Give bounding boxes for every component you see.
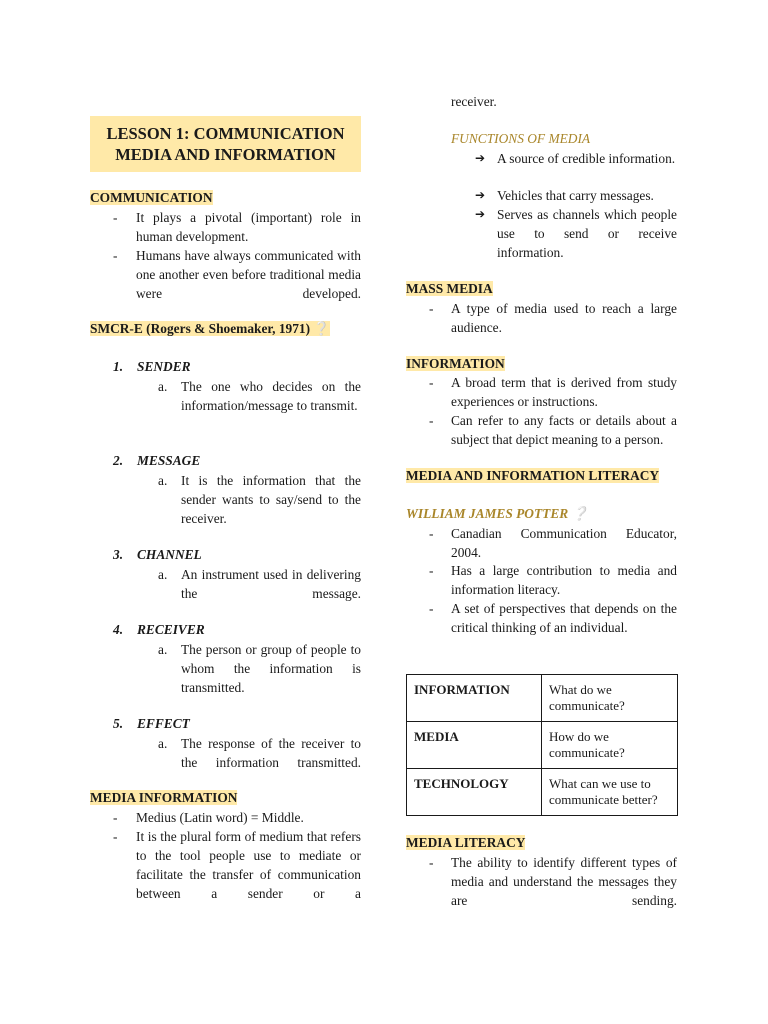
mil-table xyxy=(406,674,678,816)
media-information-bullet-1: Medius (Latin word) = Middle. xyxy=(136,810,304,825)
communication-heading xyxy=(90,189,213,207)
item-label: SENDER xyxy=(137,359,191,374)
communication-bullet-2: Humans have always communicated with one another even before traditional media were developed. xyxy=(136,248,361,301)
continued-text: receiver. xyxy=(451,94,497,109)
item-number: 4. xyxy=(113,622,124,637)
potter-bullet-3: A set of perspectives that depends on the critical thinking of an individual. xyxy=(451,601,677,635)
bullet-dash: - xyxy=(113,810,118,825)
mass-media-heading xyxy=(406,280,493,298)
media-literacy-heading-text: MEDIA LITERACY xyxy=(406,835,526,850)
item-number: 1. xyxy=(113,359,124,374)
lesson-title-line1: LESSON 1: COMMUNICATION xyxy=(106,124,345,143)
bullet-dash: - xyxy=(429,855,434,870)
media-literacy-bullet-1: The ability to identify different types of media and understand the messages they are sending. xyxy=(451,855,677,908)
bullet-dash: - xyxy=(429,601,434,616)
table-row xyxy=(407,722,678,769)
media-information-heading-text: MEDIA INFORMATION xyxy=(90,790,238,805)
media-information-heading xyxy=(90,789,237,807)
media-literacy-heading xyxy=(406,834,525,852)
item-letter: a. xyxy=(158,736,168,751)
table-key: TECHNOLOGY xyxy=(407,769,542,816)
table-key: INFORMATION xyxy=(407,675,542,722)
item-number: 5. xyxy=(113,716,124,731)
bullet-dash: - xyxy=(429,375,434,390)
functions-item-2: Vehicles that carry messages. xyxy=(497,188,654,203)
potter-bullet-1: Canadian Communication Educator, 2004. xyxy=(451,526,677,560)
lesson-title-line2: MEDIA AND INFORMATION xyxy=(115,145,336,164)
item-label: EFFECT xyxy=(137,716,190,731)
smcr-effect-text: The response of the receiver to the information transmitted. xyxy=(181,736,361,770)
arrow-icon: ➔ xyxy=(475,188,486,202)
bullet-dash: - xyxy=(113,248,118,263)
smcr-receiver-text: The person or group of people to whom the information is transmitted. xyxy=(181,642,361,695)
item-label: RECEIVER xyxy=(137,622,205,637)
item-number: 2. xyxy=(113,453,124,468)
item-number: 3. xyxy=(113,547,124,562)
item-letter: a. xyxy=(158,567,168,582)
bullet-dash: - xyxy=(113,210,118,225)
bullet-dash: - xyxy=(429,413,434,428)
smcr-item-message xyxy=(113,452,200,470)
table-value: What can we use to communicate better? xyxy=(542,769,678,816)
table-value: How do we communicate? xyxy=(542,722,678,769)
item-letter: a. xyxy=(158,379,168,394)
smcr-sender-text: The one who decides on the information/message to transmit. xyxy=(181,379,361,413)
mass-media-bullet-1: A type of media used to reach a large audience. xyxy=(451,301,677,335)
bullet-dash: - xyxy=(429,563,434,578)
table-row xyxy=(407,675,678,722)
smcr-item-effect xyxy=(113,715,190,733)
information-bullet-2: Can refer to any facts or details about a subject that depict meaning to a person. xyxy=(451,413,677,447)
mass-media-heading-text: MASS MEDIA xyxy=(406,281,493,296)
table-value: What do we communicate? xyxy=(542,675,678,722)
item-label: CHANNEL xyxy=(137,547,202,562)
item-letter: a. xyxy=(158,642,168,657)
lesson-title xyxy=(90,116,361,172)
arrow-icon: ➔ xyxy=(475,207,486,221)
smcr-item-sender xyxy=(113,358,191,376)
information-heading xyxy=(406,355,505,373)
item-label: MESSAGE xyxy=(137,453,201,468)
smcr-channel-text: An instrument used in delivering the message. xyxy=(181,567,361,601)
information-bullet-1: A broad term that is derived from study experiences or instructions. xyxy=(451,375,677,409)
smcr-message-text: It is the information that the sender wants to say/send to the receiver. xyxy=(181,473,361,526)
functions-item-1: A source of credible information. xyxy=(497,151,676,166)
bullet-dash: - xyxy=(429,526,434,541)
potter-bullet-2: Has a large contribution to media and information literacy. xyxy=(451,563,677,597)
smcr-item-receiver xyxy=(113,621,205,639)
table-row xyxy=(407,769,678,816)
table-key: MEDIA xyxy=(407,722,542,769)
mil-heading xyxy=(406,467,659,485)
bullet-dash: - xyxy=(429,301,434,316)
potter-heading: WILLIAM JAMES POTTER ❔ xyxy=(406,506,589,521)
smcr-heading-text: SMCR-E (Rogers & Shoemaker, 1971) ❔ xyxy=(90,321,331,336)
bullet-dash: - xyxy=(113,829,118,844)
item-letter: a. xyxy=(158,473,168,488)
communication-heading-text: COMMUNICATION xyxy=(90,190,213,205)
information-heading-text: INFORMATION xyxy=(406,356,505,371)
functions-item-3: Serves as channels which people use to send or receive information. xyxy=(497,207,677,260)
functions-of-media-heading: FUNCTIONS OF MEDIA xyxy=(451,131,591,146)
communication-bullet-1: It plays a pivotal (important) role in human development. xyxy=(136,210,361,244)
smcr-item-channel xyxy=(113,546,202,564)
media-information-bullet-2: It is the plural form of medium that refers to the tool people use to mediate or facilitate the transfer of communication between a sender or a xyxy=(136,829,361,901)
arrow-icon: ➔ xyxy=(475,151,486,165)
smcr-heading xyxy=(90,320,330,338)
mil-heading-text: MEDIA AND INFORMATION LITERACY xyxy=(406,468,660,483)
